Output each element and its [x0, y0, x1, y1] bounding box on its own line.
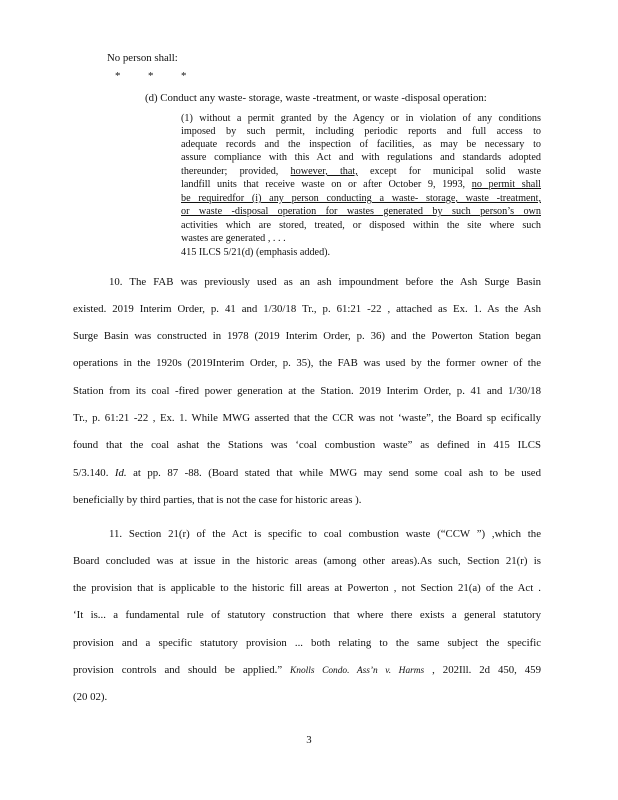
asterisk: *	[148, 70, 154, 82]
paragraph-line: found that the coal ashat the Stations was ‘coal combustion waste” as defined in 415 ILCS	[73, 439, 541, 451]
asterisk: *	[115, 70, 121, 82]
quote-line-emphasis: be requiredfor (i) any person conducting a waste- storage, waste -treatment,	[181, 193, 541, 204]
paragraph-line: provision controls and should be applied.” Knolls Condo. Ass’n v. Harms , 202Ill. 2d 450, 459	[73, 664, 541, 676]
quote-line: (1) without a permit granted by the Agency or in violation of any conditions	[181, 113, 541, 124]
quote-line: imposed by such permit, including periodic reports and full access to	[181, 126, 541, 137]
paragraph-line: ‘It is... a fundamental rule of statutory construction that where there exists a general statutory	[73, 609, 541, 621]
paragraph-line: Tr., p. 61:21 -22 , Ex. 1. While MWG asserted that the CCR was not ‘waste”, the Board sp ecifically	[73, 412, 541, 424]
quote-line: activities which are stored, treated, or disposed within the site where such	[181, 220, 541, 231]
paragraph-line: Surge Basin was constructed in 1978 (2019 Interim Order, p. 36) and the Powerton Station began	[73, 330, 541, 342]
quote-line: assure compliance with this Act and with regulations and standards adopted	[181, 152, 541, 163]
quote-line: wastes are generated , . . .	[181, 233, 286, 244]
quote-citation: 415 ILCS 5/21(d) (emphasis added).	[181, 247, 331, 258]
paragraph-line: 11. Section 21(r) of the Act is specific to coal combustion waste (“CCW ”) ,which the	[109, 528, 541, 540]
paragraph-line: Board concluded was at issue in the historic areas (among other areas).As such, Section 21(r) is	[73, 555, 541, 567]
paragraph-line: the provision that is applicable to the historic fill areas at Powerton , not Section 21(a) of the Act .	[73, 582, 541, 594]
paragraph-line: Station from its coal -fired power generation at the Station. 2019 Interim Order, p. 41 and 1/30/18	[73, 385, 541, 397]
quote-intro: No person shall:	[107, 52, 178, 64]
subsection-d-heading: (d) Conduct any waste- storage, waste -treatment, or waste -disposal operation:	[145, 92, 487, 104]
paragraph-line: (20 02).	[73, 691, 108, 703]
paragraph-line: existed. 2019 Interim Order, p. 41 and 1/30/18 Tr., p. 61:21 -22 , attached as Ex. 1. As the Ash	[73, 303, 541, 315]
emphasis-underline: however, that,	[290, 166, 358, 177]
paragraph-line: 5/3.140. Id. at pp. 87 -88. (Board stated that while MWG may send some coal ash to be used	[73, 467, 541, 479]
emphasis-underline: no permit shall	[471, 179, 541, 190]
page-number: 3	[306, 734, 312, 746]
id-citation: Id.	[114, 467, 127, 479]
paragraph-line: beneficially by third parties, that is not the case for historic areas ).	[73, 494, 362, 506]
paragraph-line: operations in the 1920s (2019Interim Order, p. 35), the FAB was used by the former owner of the	[73, 357, 541, 369]
case-citation: Knolls Condo. Ass’n v. Harms	[290, 666, 425, 676]
paragraph-line: 10. The FAB was previously used as an ash impoundment before the Ash Surge Basin	[109, 276, 541, 288]
quote-line: landfill units that receive waste on or after October 9, 1993, no permit shall	[181, 179, 541, 190]
quote-line: thereunder; provided, however, that, except for municipal solid waste	[181, 166, 541, 177]
quote-line-emphasis: or waste -disposal operation for wastes generated by such person’s own	[181, 206, 541, 217]
asterisk: *	[181, 70, 187, 82]
paragraph-line: provision and a specific statutory provision ... both relating to the same subject the specific	[73, 637, 541, 649]
quote-line: adequate records and the inspection of facilities, as may be necessary to	[181, 139, 541, 150]
